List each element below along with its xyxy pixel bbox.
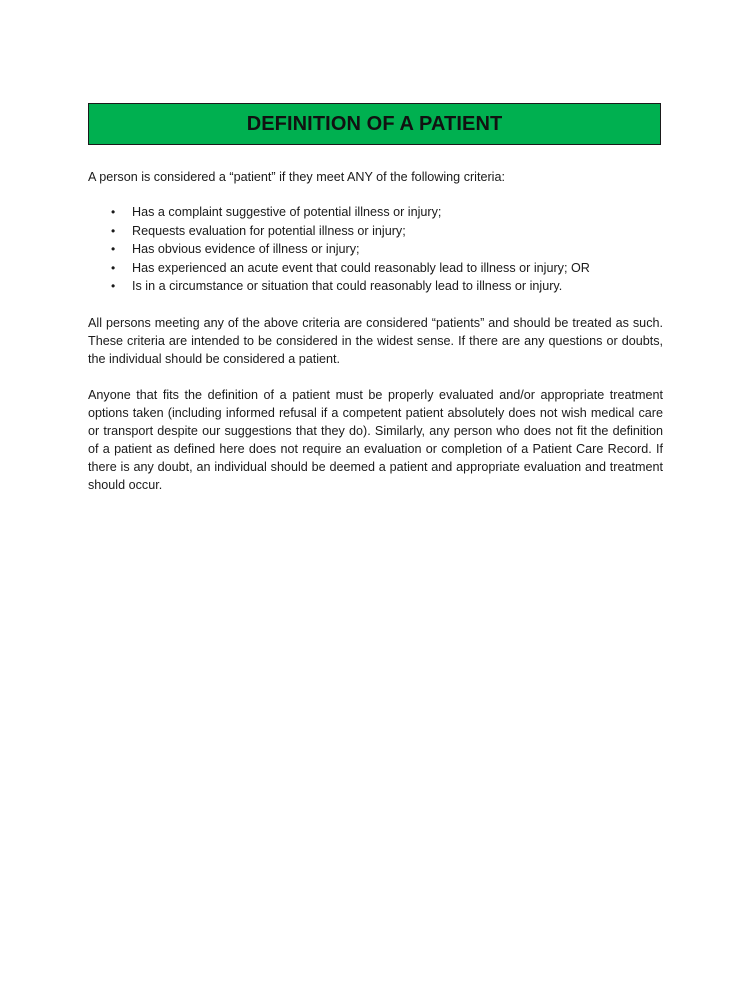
bullet-icon: •: [111, 260, 116, 275]
list-item: [88, 240, 663, 259]
list-item: [88, 259, 663, 278]
title-banner: [88, 103, 661, 145]
criterion-text: Has obvious evidence of illness or injury;: [132, 242, 360, 256]
criterion-text: Is in a circumstance or situation that could reasonably lead to illness or injury.: [132, 279, 563, 293]
list-item: [88, 203, 663, 222]
page-title: DEFINITION OF A PATIENT: [246, 112, 503, 135]
list-item: [88, 277, 663, 296]
intro-paragraph: A person is considered a “patient” if they meet ANY of the following criteria:: [88, 170, 505, 184]
bullet-icon: •: [111, 242, 116, 256]
criterion-text: Requests evaluation for potential illness or injury;: [132, 223, 406, 238]
list-item: [88, 222, 663, 241]
criteria-list: [88, 203, 663, 296]
paragraph-evaluation-requirement: Anyone that fits the definition of a patient must be properly evaluated and/or appropriate treatment options taken (including informed refusal if a competent patient absolutely does not wish medical care or transport despite our suggestions that they do). Similarly, any person who does not fit the definition of a patient as defined here does not require an evaluation or completion of a Patient Care Record. If there is any doubt, an individual should be deemed a patient and appropriate evaluation and treatment should occur.: [88, 387, 663, 492]
bullet-icon: •: [111, 223, 116, 238]
document-body: [88, 168, 663, 494]
criterion-text: Has a complaint suggestive of potential illness or injury;: [132, 205, 442, 219]
bullet-icon: •: [111, 279, 116, 293]
criterion-text: Has experienced an acute event that could reasonably lead to illness or injury; OR: [132, 260, 590, 275]
bullet-icon: •: [111, 205, 116, 219]
paragraph-criteria-scope: All persons meeting any of the above criteria are considered “patients” and should be treated as such. These criteria are intended to be considered in the widest sense. If there are any questions or doubts, the individual should be considered a patient.: [88, 315, 663, 366]
